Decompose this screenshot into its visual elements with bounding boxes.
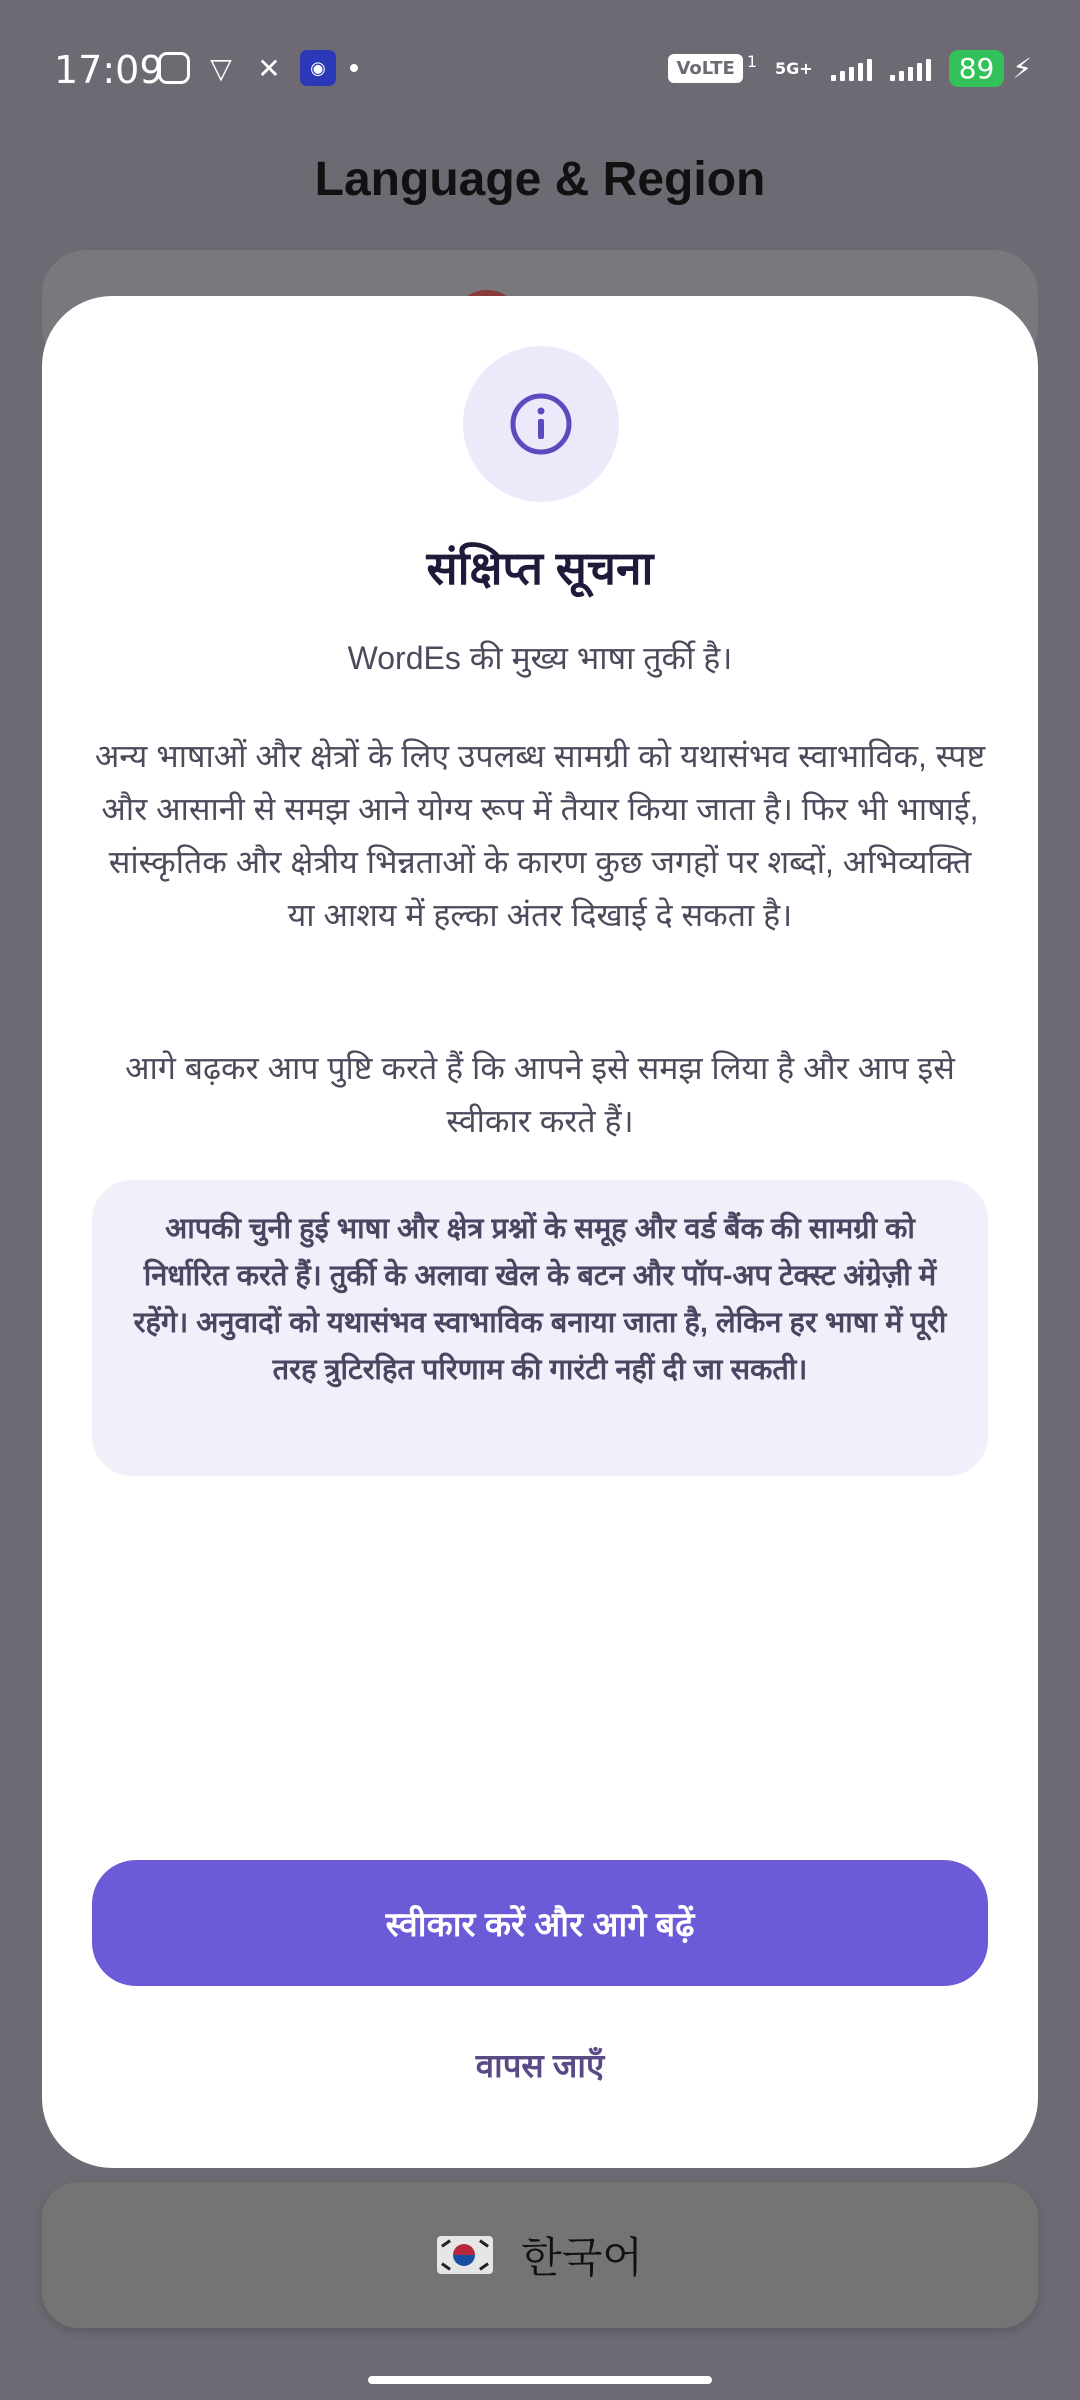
accept-continue-button[interactable]: स्वीकार करें और आगे बढ़ें bbox=[92, 1860, 988, 1986]
info-note-box bbox=[92, 1180, 988, 1476]
home-indicator[interactable] bbox=[368, 2376, 712, 2384]
charging-icon: ⚡ bbox=[1012, 52, 1032, 85]
battery-level: 89 bbox=[949, 50, 1005, 87]
signal-strength-2-icon bbox=[890, 57, 931, 81]
notice-dialog bbox=[42, 296, 1038, 2168]
x-icon: ✕ bbox=[257, 51, 281, 85]
system-status bbox=[668, 50, 1032, 87]
shield-icon: ▽ bbox=[210, 51, 232, 85]
status-bar bbox=[0, 0, 1080, 140]
status-time: 17:09 bbox=[54, 48, 164, 92]
volte-badge: VoLTE bbox=[668, 54, 742, 83]
sim-number: 1 bbox=[746, 52, 758, 71]
signal-strength-icon bbox=[831, 57, 872, 81]
translation-notice-text: अन्य भाषाओं और क्षेत्रों के लिए उपलब्ध सामग्री को यथासंभव स्वाभाविक, स्पष्ट और आसानी से समझ आने योग्य रूप में तैयार किया जाता है। फिर भी भाषाई, सांस्कृतिक और क्षेत्रीय भिन्नताओं के कारण कुछ जगहों पर शब्दों, अभिव्यक्ति या आशय में हल्का अंतर दिखाई दे सकता है। bbox=[94, 738, 986, 933]
network-type: 5G+ bbox=[775, 58, 813, 78]
info-icon-container bbox=[463, 346, 619, 502]
notification-icons bbox=[158, 50, 358, 86]
go-back-button[interactable]: वापस जाएँ bbox=[475, 2047, 605, 2084]
south-korea-flag-icon bbox=[437, 2236, 493, 2274]
confirmation-text: आगे बढ़कर आप पुष्टि करते हैं कि आपने इसे समझ लिया है और आप इसे स्वीकार करते हैं। bbox=[125, 1050, 955, 1139]
app-notification-icon: ◉ bbox=[300, 50, 336, 86]
info-note-text: आपकी चुनी हुई भाषा और क्षेत्र प्रश्नों के समूह और वर्ड बैंक की सामग्री को निर्धारित करते हैं। तुर्की के अलावा खेल के बटन और पॉप-अप टेक्स्ट अंग्रेज़ी में रहेंगे। अनुवादों को यथासंभव स्वाभाविक बनाया जाता है, लेकिन हर भाषा में पूरी तरह त्रुटिरहित परिणाम की गारंटी नहीं दी जा सकती। bbox=[133, 1213, 947, 1386]
more-notifications-dot-icon bbox=[350, 64, 358, 72]
language-item-korean[interactable] bbox=[42, 2182, 1038, 2328]
language-label: 한국어 bbox=[521, 2233, 643, 2282]
instagram-icon bbox=[158, 52, 190, 84]
main-language-text: WordEs की मुख्य भाषा तुर्की है। bbox=[347, 640, 733, 676]
page-title: Language & Region bbox=[314, 153, 766, 206]
dialog-title: संक्षिप्त सूचना bbox=[426, 542, 654, 594]
info-icon bbox=[508, 391, 574, 457]
